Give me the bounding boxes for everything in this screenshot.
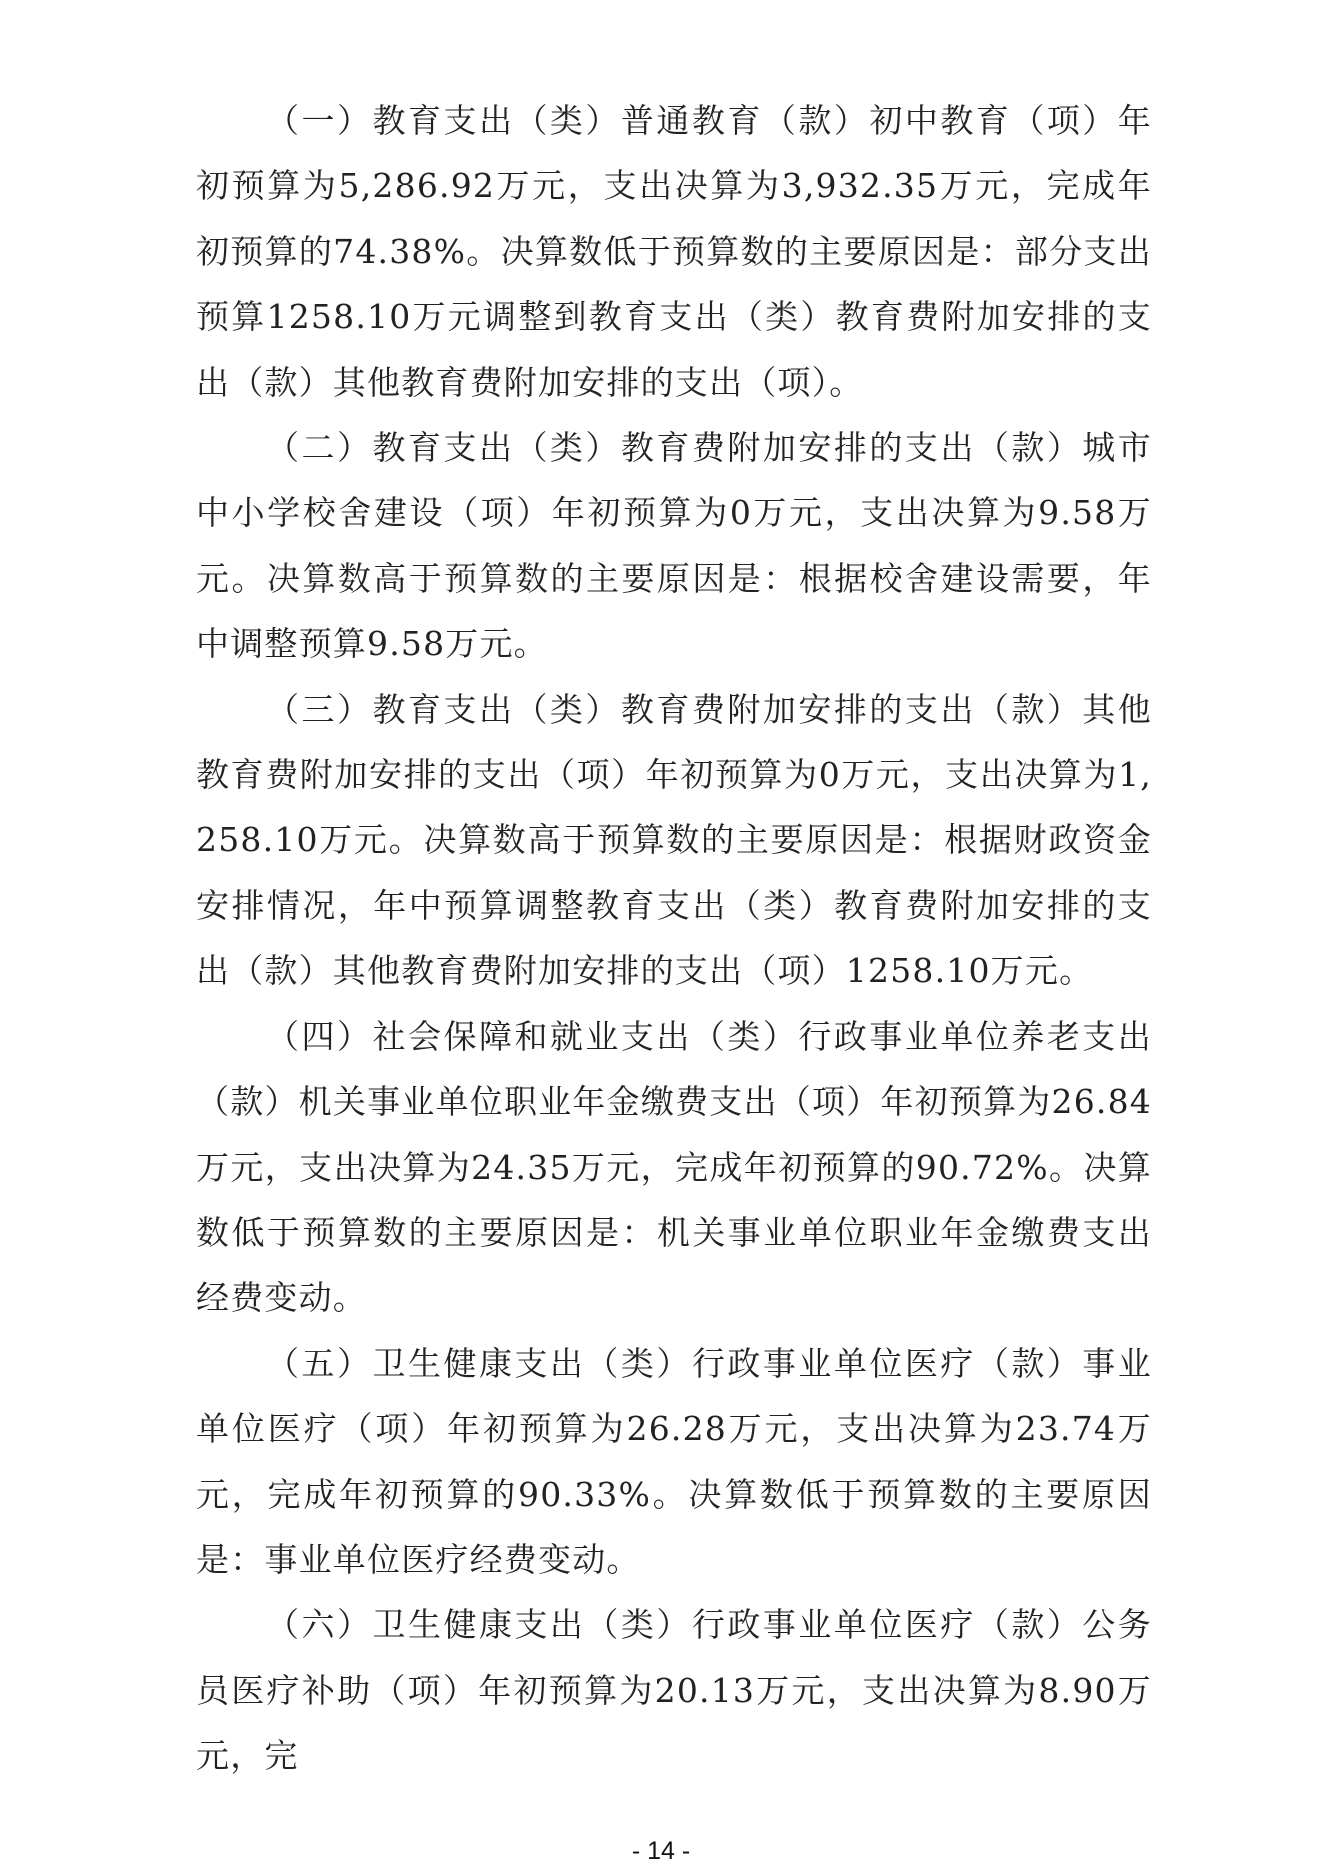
paragraph-3: （三）教育支出（类）教育费附加安排的支出（款）其他教育费附加安排的支出（项）年初预算为0万元，支出决算为1,258.10万元。决算数高于预算数的主要原因是：根据财政资金安排情况，年中预算调整教育支出（类）教育费附加安排的支出（款）其他教育费附加安排的支出（项）1258.10万元。 (196, 689, 1152, 991)
paragraph-5: （五）卫生健康支出（类）行政事业单位医疗（款）事业单位医疗（项）年初预算为26.28万元，支出决算为23.74万元，完成年初预算的90.33%。决算数低于预算数的主要原因是：事业单位医疗经费变动。 (196, 1343, 1152, 1579)
document-body (196, 88, 1152, 1789)
paragraph-6: （六）卫生健康支出（类）行政事业单位医疗（款）公务员医疗补助（项）年初预算为20.13万元，支出决算为8.90万元，完 (196, 1605, 1152, 1776)
page-number: - 14 - (631, 1837, 691, 1865)
paragraph-4: （四）社会保障和就业支出（类）行政事业单位养老支出（款）机关事业单位职业年金缴费支出（项）年初预算为26.84万元，支出决算为24.35万元，完成年初预算的90.72%。决算数低于预算数的主要原因是：机关事业单位职业年金缴费支出经费变动。 (196, 1016, 1152, 1318)
paragraph-1: （一）教育支出（类）普通教育（款）初中教育（项）年初预算为5,286.92万元，支出决算为3,932.35万元，完成年初预算的74.38%。决算数低于预算数的主要原因是：部分支出预算1258.10万元调整到教育支出（类）教育费附加安排的支出（款）其他教育费附加安排的支出（项）。 (196, 101, 1152, 402)
paragraph-2: （二）教育支出（类）教育费附加安排的支出（款）城市中小学校舍建设（项）年初预算为0万元，支出决算为9.58万元。决算数高于预算数的主要原因是：根据校舍建设需要，年中调整预算9.58万元。 (196, 428, 1152, 664)
